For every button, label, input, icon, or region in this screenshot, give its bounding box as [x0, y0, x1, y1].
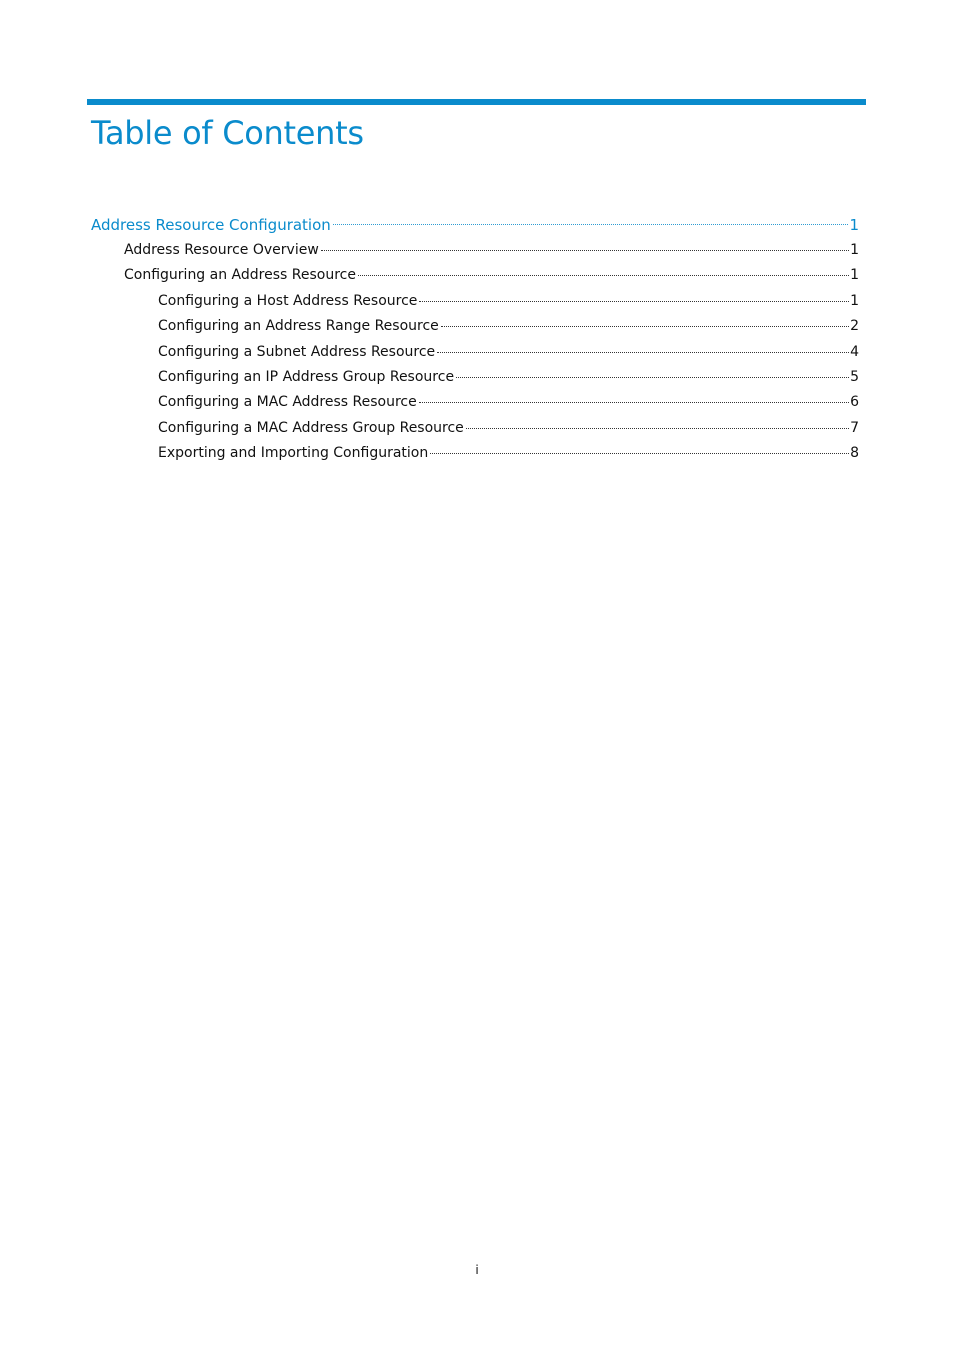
- toc-entry-label: Address Resource Overview: [124, 242, 319, 258]
- toc-entry-address-resource-configuration[interactable]: [91, 216, 859, 238]
- dot-leader: [358, 275, 849, 276]
- dot-leader: [321, 250, 849, 251]
- toc-entry-page: 1: [849, 216, 859, 234]
- toc-entry-label: Configuring an IP Address Group Resource: [158, 369, 455, 385]
- toc-entry-label: Configuring a Subnet Address Resource: [158, 344, 436, 360]
- dot-leader: [419, 301, 849, 302]
- toc-entry-page: 2: [850, 318, 859, 334]
- toc-entry-mac-address-resource[interactable]: [158, 394, 859, 416]
- toc-entry-exporting-and-importing-configuration[interactable]: [158, 445, 859, 467]
- toc-entry-label: Exporting and Importing Configuration: [158, 445, 429, 461]
- title-rule: [87, 99, 866, 105]
- toc-entry-subnet-address-resource[interactable]: [158, 344, 859, 366]
- toc-entry-page: 1: [850, 293, 859, 309]
- toc-entry-label: Configuring a Host Address Resource: [158, 293, 418, 309]
- footer-page-number: i: [475, 1263, 479, 1277]
- toc-entry-label: Address Resource Configuration: [91, 216, 331, 234]
- toc-entry-label: Configuring an Address Range Resource: [158, 318, 439, 334]
- dot-leader: [430, 453, 849, 454]
- toc-entry-page: 5: [850, 369, 859, 385]
- toc-entry-address-range-resource[interactable]: [158, 318, 859, 340]
- toc-entry-page: 4: [850, 344, 859, 360]
- toc-entry-page: 8: [850, 445, 859, 461]
- dot-leader: [419, 402, 849, 403]
- toc-entry-label: Configuring a MAC Address Group Resource: [158, 420, 464, 436]
- dot-leader: [466, 428, 849, 429]
- dot-leader: [441, 326, 849, 327]
- toc-entry-label: Configuring a MAC Address Resource: [158, 394, 417, 410]
- toc-entry-host-address-resource[interactable]: [158, 293, 859, 315]
- toc-entry-address-resource-overview[interactable]: [124, 242, 859, 264]
- toc-entry-ip-address-group-resource[interactable]: [158, 369, 859, 391]
- toc-entry-mac-address-group-resource[interactable]: [158, 420, 859, 442]
- dot-leader: [333, 224, 849, 225]
- toc-entry-configuring-an-address-resource[interactable]: [124, 267, 859, 289]
- dot-leader: [437, 352, 849, 353]
- page-title: Table of Contents: [91, 114, 364, 152]
- toc-entry-page: 1: [850, 267, 859, 283]
- toc-entry-page: 1: [850, 242, 859, 258]
- toc-entry-page: 6: [850, 394, 859, 410]
- dot-leader: [456, 377, 849, 378]
- toc-entry-page: 7: [850, 420, 859, 436]
- toc-entry-label: Configuring an Address Resource: [124, 267, 356, 283]
